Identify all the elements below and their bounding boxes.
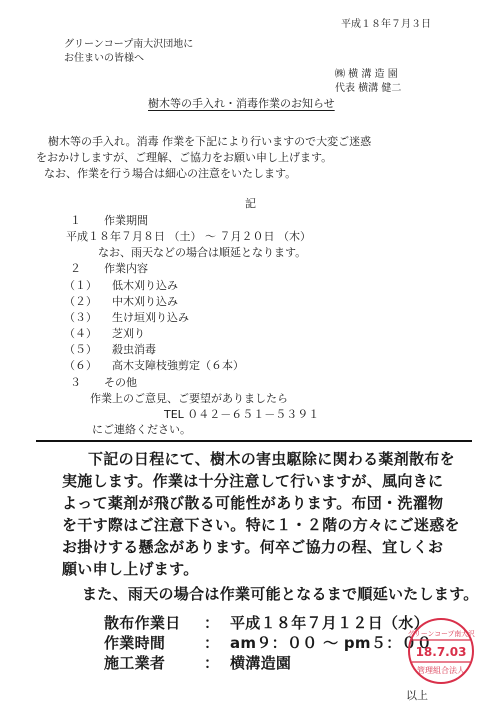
stamp-org-name: グリーンコープ南大沢 <box>407 630 475 638</box>
work-item-text: 芝刈り <box>112 327 145 340</box>
schedule-value-hours: am９：００ ～ pm５：００ <box>230 634 433 652</box>
work-item-text: 低木刈り込み <box>112 279 178 292</box>
sender-company: ㈱ 横 溝 造 園 <box>335 69 398 80</box>
notice-rain-note: また、雨天の場合は作業可能となるまで順延いたします。 <box>82 585 479 603</box>
section-1-dates: 平成１８年７月８日 （土） ～ ７月２０日 （木） <box>66 230 311 243</box>
schedule-label-contractor: 施工業者 <box>104 654 166 672</box>
section-1-title: 作業期間 <box>104 214 148 227</box>
contact-phone: TEL ０４２－６５１－５３９１ <box>164 408 320 421</box>
section-1-number: １ <box>70 214 81 227</box>
ki-heading: 記 <box>245 197 256 210</box>
section-3-line-2: にご連絡ください。 <box>92 423 191 436</box>
notice-line-3: よって薬剤が飛び散る可能性があります。布団・洗濯物 <box>62 494 444 512</box>
schedule-colon: ： <box>204 654 220 672</box>
stamp-association: 管理組合法人 <box>417 666 465 675</box>
section-3-line-1: 作業上のご意見、ご要望がありましたら <box>90 392 288 405</box>
recipient-line-2: お住まいの皆様へ <box>64 53 144 64</box>
section-1-note: なお、雨天などの場合は順延となります。 <box>98 246 307 259</box>
work-item-number: （２） <box>64 295 97 308</box>
schedule-value-contractor: 横溝造園 <box>230 654 292 672</box>
work-item-number: （１） <box>64 279 97 292</box>
intro-line-2: をおかけしますが、ご理解、ご協力をお願い申し上げます。 <box>36 151 333 164</box>
schedule-label-date: 散布作業日 <box>104 614 181 632</box>
sender-representative: 代表 横溝 健二 <box>335 83 402 94</box>
work-item-text: 生け垣刈り込み <box>112 311 189 324</box>
stamp-date: 18.7.03 <box>415 645 467 659</box>
notice-line-6: 願い申し上げます。 <box>62 560 199 578</box>
notice-line-4: を干す際はご注意下さい。特に１・２階の方々にご迷惑を <box>62 516 460 534</box>
work-item-text: 殺虫消毒 <box>112 343 156 356</box>
work-item-text: 中木刈り込み <box>112 295 178 308</box>
recipient-line-1: グリーンコープ南大沢団地に <box>64 39 194 50</box>
schedule-colon: ： <box>204 614 220 632</box>
section-3-title: その他 <box>104 376 137 389</box>
section-2-title: 作業内容 <box>104 262 148 275</box>
section-2-number: ２ <box>70 262 81 275</box>
document-date: 平成１８年７月３日 <box>341 19 431 30</box>
notice-line-5: お掛けする懸念があります。何卒ご協力の程、宜しくお <box>62 538 444 556</box>
work-item-number: （４） <box>64 327 97 340</box>
notice-title: 樹木等の手入れ・消毒作業のお知らせ <box>148 97 335 110</box>
section-3-number: ３ <box>70 376 81 389</box>
work-item-number: （３） <box>64 311 97 324</box>
work-item-text: 高木支障枝強剪定（６本） <box>112 359 244 372</box>
work-item-number: （６） <box>64 359 97 372</box>
section-divider <box>36 440 472 442</box>
notice-line-1: 下記の日程にて、樹木の害虫駆除に関わる薬剤散布を <box>88 450 455 468</box>
schedule-value-date: 平成１８年７月１２日（水） <box>230 614 429 632</box>
intro-line-3: なお、作業を行う場合は細心の注意をいたします。 <box>44 167 297 180</box>
schedule-label-hours: 作業時間 <box>104 634 166 652</box>
received-stamp <box>406 616 476 686</box>
notice-line-2: 実施します。作業は十分注意して行いますが、風向きに <box>62 472 444 490</box>
intro-line-1: 樹木等の手入れ。消毒 作業を下記により行いますので大変ご迷惑 <box>48 135 372 148</box>
work-item-number: （５） <box>64 343 97 356</box>
closing-text: 以上 <box>406 689 428 702</box>
schedule-colon: ： <box>204 634 220 652</box>
